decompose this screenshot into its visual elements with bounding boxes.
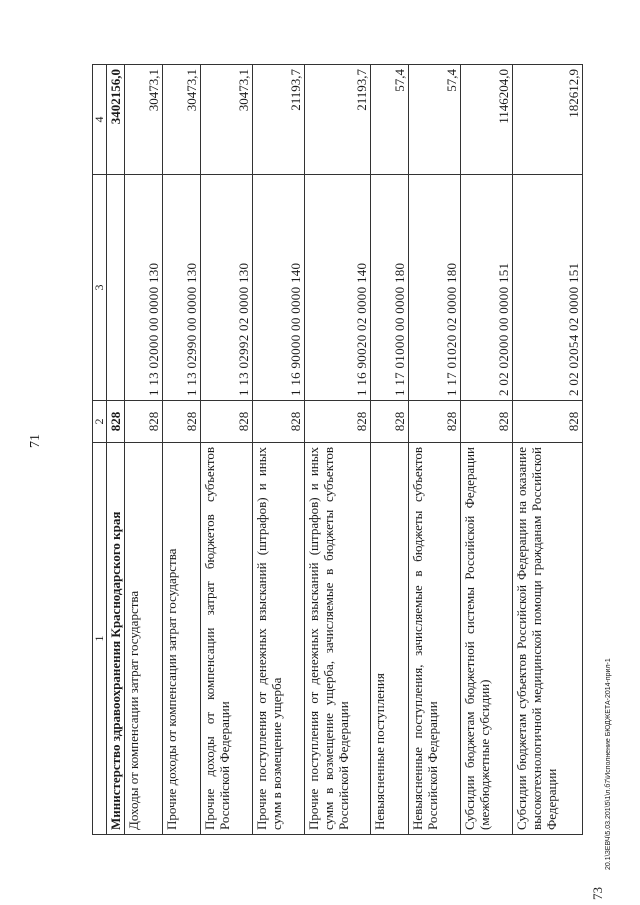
page-number-bottom: 73	[590, 887, 605, 900]
table-row	[461, 65, 513, 835]
row-amount-cell: 3402156,0	[107, 65, 125, 175]
table-row	[371, 65, 409, 835]
row-amount-cell: 182612,9	[513, 65, 583, 175]
row-kbk-cell: 1 13 02990 00 0000 130	[163, 175, 201, 401]
row-amount-cell: 21193,7	[305, 65, 371, 175]
row-name-cell: Доходы от компенсации затрат государства	[125, 443, 163, 835]
row-name-cell: Невыясненные поступления	[371, 443, 409, 835]
header-col-4: 4	[93, 65, 107, 175]
table-row	[107, 65, 125, 835]
row-amount-cell: 1146204,0	[461, 65, 513, 175]
row-kbk-cell	[107, 175, 125, 401]
row-code-cell: 828	[163, 401, 201, 443]
row-code-cell: 828	[461, 401, 513, 443]
row-kbk-cell: 1 17 01020 02 0000 180	[409, 175, 461, 401]
row-kbk-cell: 2 02 02000 00 0000 151	[461, 175, 513, 401]
revenue-table-container	[92, 65, 584, 835]
row-name-cell: Прочие доходы от компенсации затрат государства	[163, 443, 201, 835]
table-row	[305, 65, 371, 835]
table-row	[513, 65, 583, 835]
file-path-footer: 20.1\ЗЕВЧ\5.03.201\5\1\л.б7\Исполнение БЮДЖЕТА-2014-прил-1	[605, 658, 612, 870]
row-kbk-cell: 1 16 90000 00 0000 140	[253, 175, 305, 401]
table-header-row	[93, 65, 107, 835]
row-code-cell: 828	[253, 401, 305, 443]
header-col-1: 1	[93, 443, 107, 835]
row-amount-cell: 30473,1	[163, 65, 201, 175]
row-kbk-cell: 1 13 02992 02 0000 130	[201, 175, 253, 401]
row-code-cell: 828	[513, 401, 583, 443]
header-col-2: 2	[93, 401, 107, 443]
row-name-cell: Невыясненные поступления, зачисляемые в бюджеты субъектов Российской Федерации	[409, 443, 461, 835]
row-code-cell: 828	[201, 401, 253, 443]
row-name-cell: Субсидии бюджетам бюджетной системы Российской Федерации (межбюджетные субсидии)	[461, 443, 513, 835]
table-row	[163, 65, 201, 835]
row-code-cell: 828	[125, 401, 163, 443]
table-row	[201, 65, 253, 835]
row-name-cell: Прочие доходы от компенсации затрат бюджетов субъектов Российской Федерации	[201, 443, 253, 835]
row-amount-cell: 21193,7	[253, 65, 305, 175]
row-kbk-cell: 1 16 90020 02 0000 140	[305, 175, 371, 401]
row-code-cell: 828	[107, 401, 125, 443]
row-name-cell: Министерство здравоохранения Краснодарского края	[107, 443, 125, 835]
row-code-cell: 828	[371, 401, 409, 443]
row-name-cell: Субсидии бюджетам субъектов Российской Федерации на оказание высокотехнологичной медицинской помощи гражданам Российской Федерации	[513, 443, 583, 835]
row-amount-cell: 30473,1	[201, 65, 253, 175]
row-name-cell: Прочие поступления от денежных взысканий (штрафов) и иных сумм в возмещение ущерба	[253, 443, 305, 835]
row-code-cell: 828	[409, 401, 461, 443]
table-row	[253, 65, 305, 835]
row-kbk-cell: 1 17 01000 00 0000 180	[371, 175, 409, 401]
row-name-cell: Прочие поступления от денежных взысканий (штрафов) и иных сумм в возмещение ущерба, зачисляемые в бюджеты субъектов Российской Федерации	[305, 443, 371, 835]
row-amount-cell: 30473,1	[125, 65, 163, 175]
row-kbk-cell: 2 02 02054 02 0000 151	[513, 175, 583, 401]
page-number-top: 71	[28, 434, 43, 448]
row-kbk-cell: 1 13 02000 00 0000 130	[125, 175, 163, 401]
row-amount-cell: 57,4	[409, 65, 461, 175]
header-col-3: 3	[93, 175, 107, 401]
row-amount-cell: 57,4	[371, 65, 409, 175]
row-code-cell: 828	[305, 401, 371, 443]
table-row	[409, 65, 461, 835]
revenue-table	[92, 64, 583, 835]
table-row	[125, 65, 163, 835]
